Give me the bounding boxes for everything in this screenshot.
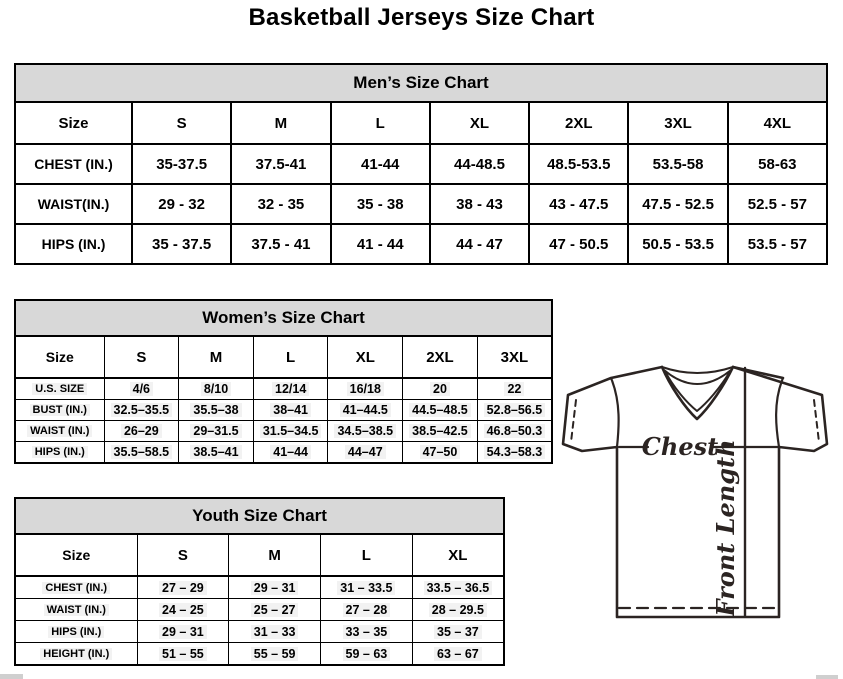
size-value: 59 – 63 (321, 643, 413, 666)
size-value: 58-63 (728, 144, 827, 184)
youth-size-table (14, 497, 505, 666)
size-value: 38 - 43 (430, 184, 529, 224)
size-value: 4/6 (104, 378, 179, 400)
size-value: 33 – 35 (321, 621, 413, 643)
size-value: 26–29 (104, 421, 179, 442)
size-value: 46.8–50.3 (477, 421, 552, 442)
column-header: S (137, 534, 229, 576)
size-value: 33.5 – 36.5 (412, 576, 504, 599)
row-label: CHEST (IN.) (15, 576, 137, 599)
column-header: M (229, 534, 321, 576)
size-value: 32 - 35 (231, 184, 330, 224)
column-header: L (321, 534, 413, 576)
size-value: 32.5–35.5 (104, 400, 179, 421)
right-armhole-seam-line (776, 378, 783, 447)
size-value: 12/14 (253, 378, 328, 400)
size-value: 38.5–41 (179, 442, 254, 464)
table-row (15, 184, 827, 224)
collar-back-arc (662, 367, 733, 373)
table-row (15, 442, 552, 464)
size-value: 27 – 28 (321, 599, 413, 621)
row-label: WAIST (IN.) (15, 421, 104, 442)
right-shoulder-line (733, 367, 783, 378)
column-header: S (132, 102, 231, 144)
size-value: 35.5–58.5 (104, 442, 179, 464)
size-value: 55 – 59 (229, 643, 321, 666)
column-header: 2XL (403, 336, 478, 378)
row-label: CHEST (IN.) (15, 144, 132, 184)
left-cuff-dashed-line (571, 400, 576, 442)
size-value: 41 - 44 (331, 224, 430, 264)
size-value: 25 – 27 (229, 599, 321, 621)
size-value: 41-44 (331, 144, 430, 184)
table-title: Youth Size Chart (15, 498, 504, 534)
size-value: 35.5–38 (179, 400, 254, 421)
column-header: 3XL (628, 102, 727, 144)
table-row (15, 378, 552, 400)
size-value: 29 – 31 (229, 576, 321, 599)
scrollbar-fragment-right (816, 675, 838, 679)
row-label: HIPS (IN.) (15, 442, 104, 464)
left-armhole-seam (611, 378, 619, 447)
size-value: 28 – 29.5 (412, 599, 504, 621)
size-value: 29 – 31 (137, 621, 229, 643)
table-row (15, 643, 504, 666)
size-value: 34.5–38.5 (328, 421, 403, 442)
column-header: 3XL (477, 336, 552, 378)
jersey-outline (563, 367, 827, 617)
size-value: 37.5-41 (231, 144, 330, 184)
column-header: L (253, 336, 328, 378)
row-label: WAIST(IN.) (15, 184, 132, 224)
size-value: 35-37.5 (132, 144, 231, 184)
size-value: 37.5 - 41 (231, 224, 330, 264)
size-value: 38.5–42.5 (403, 421, 478, 442)
size-value: 41–44 (253, 442, 328, 464)
row-label: BUST (IN.) (15, 400, 104, 421)
size-value: 47.5 - 52.5 (628, 184, 727, 224)
column-header: Size (15, 102, 132, 144)
size-value: 31.5–34.5 (253, 421, 328, 442)
size-value: 31 – 33.5 (321, 576, 413, 599)
row-label: HIPS (IN.) (15, 621, 137, 643)
column-header: M (231, 102, 330, 144)
chest-label: Chest (641, 432, 719, 461)
table-row (15, 576, 504, 599)
size-value: 24 – 25 (137, 599, 229, 621)
size-value: 29 - 32 (132, 184, 231, 224)
size-value: 8/10 (179, 378, 254, 400)
mens-size-table (14, 63, 828, 265)
womens-size-table (14, 299, 553, 464)
size-value: 44 - 47 (430, 224, 529, 264)
column-header: Size (15, 534, 137, 576)
size-value: 22 (477, 378, 552, 400)
row-label: HIPS (IN.) (15, 224, 132, 264)
size-value: 16/18 (328, 378, 403, 400)
table-title: Women’s Size Chart (15, 300, 552, 336)
column-header: 4XL (728, 102, 827, 144)
size-value: 38–41 (253, 400, 328, 421)
size-value: 29–31.5 (179, 421, 254, 442)
column-header: XL (328, 336, 403, 378)
size-value: 27 – 29 (137, 576, 229, 599)
size-value: 35 – 37 (412, 621, 504, 643)
size-value: 44.5–48.5 (403, 400, 478, 421)
scrollbar-fragment-left (0, 674, 23, 679)
column-header: 2XL (529, 102, 628, 144)
size-value: 47 - 50.5 (529, 224, 628, 264)
column-header: S (104, 336, 179, 378)
table-row (15, 400, 552, 421)
size-value: 53.5-58 (628, 144, 727, 184)
size-value: 63 – 67 (412, 643, 504, 666)
table-row (15, 421, 552, 442)
size-value: 52.5 - 57 (728, 184, 827, 224)
column-header: L (331, 102, 430, 144)
jersey-measurement-diagram (556, 358, 834, 626)
column-header: XL (412, 534, 504, 576)
size-value: 52.8–56.5 (477, 400, 552, 421)
row-label: WAIST (IN.) (15, 599, 137, 621)
size-value: 44-48.5 (430, 144, 529, 184)
size-value: 31 – 33 (229, 621, 321, 643)
size-value: 48.5-53.5 (529, 144, 628, 184)
table-row (15, 224, 827, 264)
size-value: 51 – 55 (137, 643, 229, 666)
column-header: XL (430, 102, 529, 144)
table-row (15, 144, 827, 184)
size-value: 41–44.5 (328, 400, 403, 421)
size-value: 43 - 47.5 (529, 184, 628, 224)
table-row (15, 599, 504, 621)
row-label: HEIGHT (IN.) (15, 643, 137, 666)
size-value: 35 - 38 (331, 184, 430, 224)
size-value: 47–50 (403, 442, 478, 464)
size-value: 50.5 - 53.5 (628, 224, 727, 264)
page-title: Basketball Jerseys Size Chart (248, 4, 595, 31)
size-value: 20 (403, 378, 478, 400)
size-value: 54.3–58.3 (477, 442, 552, 464)
right-cuff-dashed-line (814, 400, 819, 442)
column-header: Size (15, 336, 104, 378)
row-label: U.S. SIZE (15, 378, 104, 400)
front-length-label: Front Length (711, 439, 740, 617)
right-armhole-seam (779, 395, 822, 447)
column-header: M (179, 336, 254, 378)
size-value: 44–47 (328, 442, 403, 464)
table-row (15, 621, 504, 643)
table-title: Men’s Size Chart (15, 64, 827, 102)
size-value: 53.5 - 57 (728, 224, 827, 264)
size-value: 35 - 37.5 (132, 224, 231, 264)
